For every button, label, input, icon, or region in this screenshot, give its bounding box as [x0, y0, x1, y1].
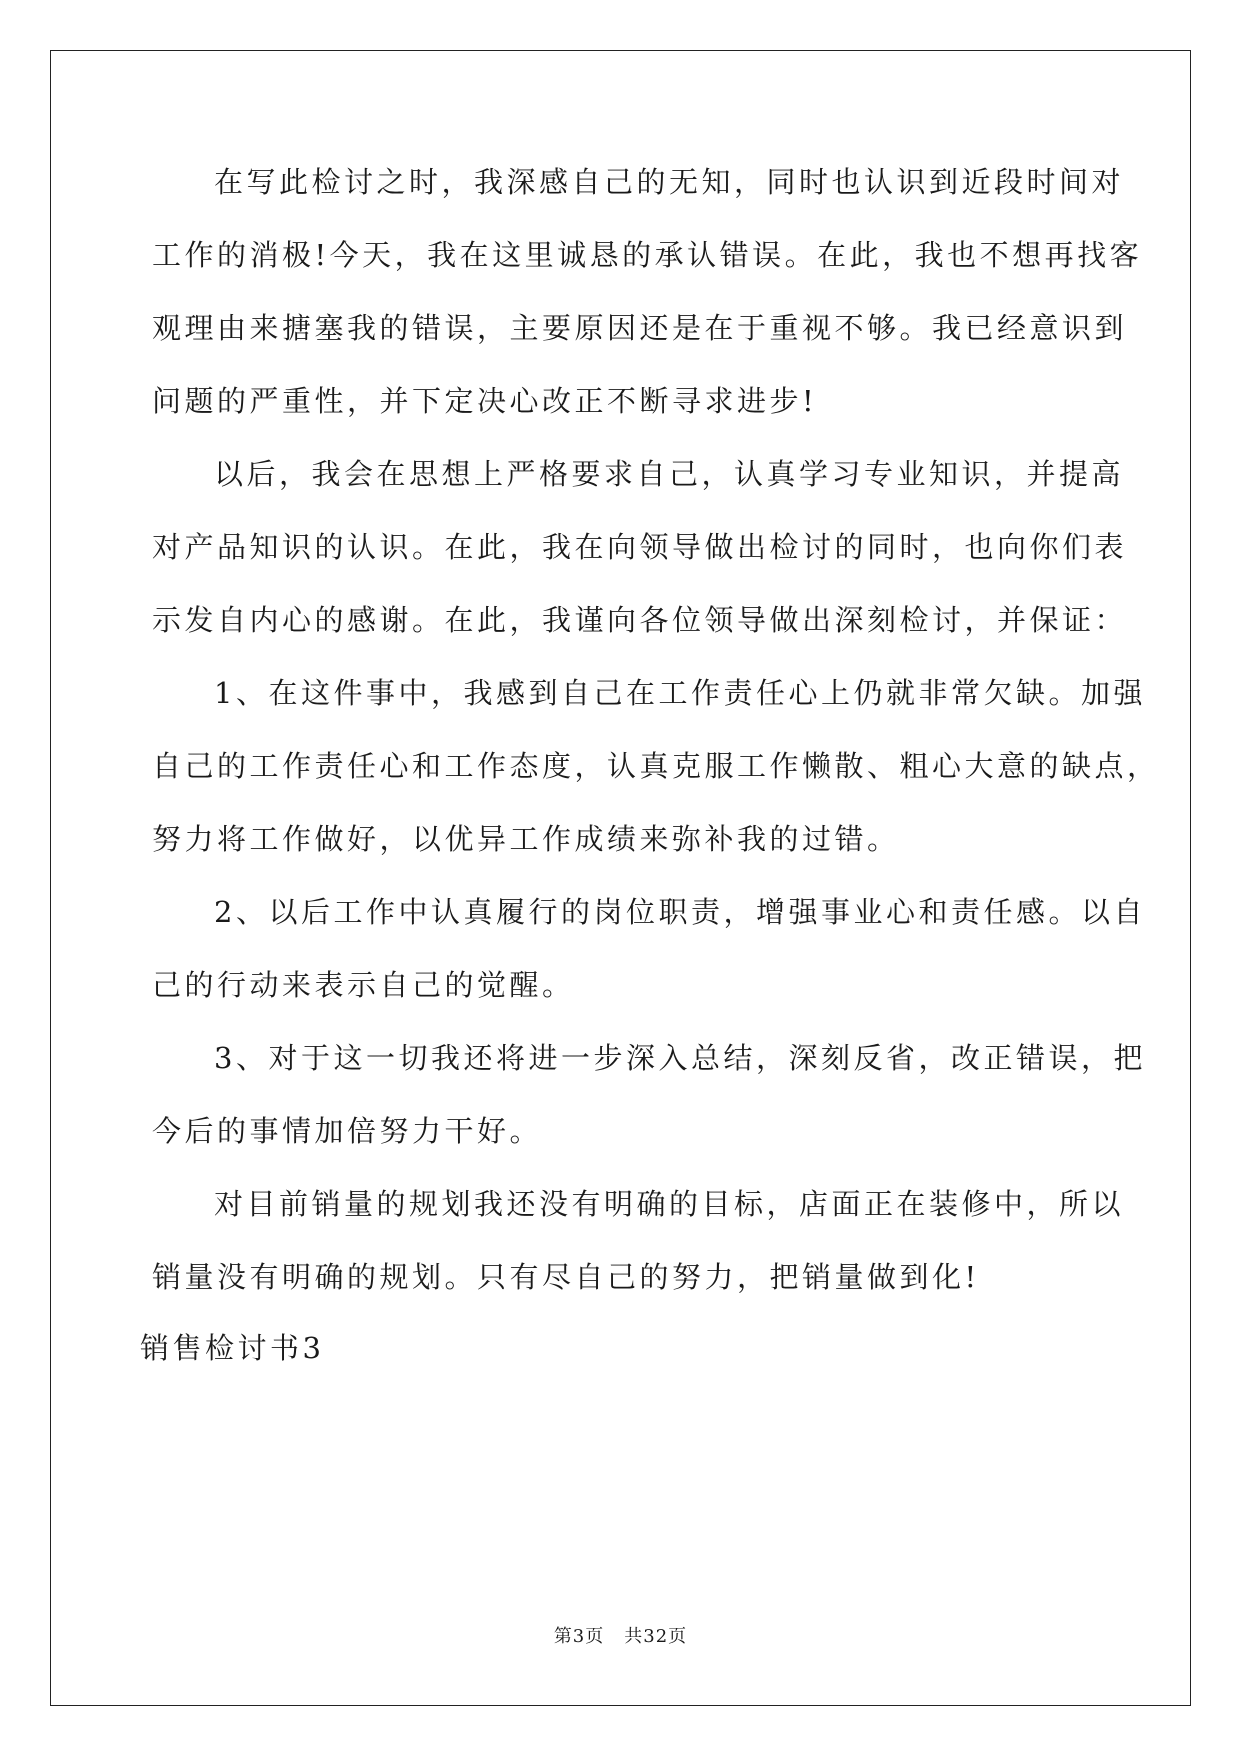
paragraph-3-line-3: 努力将工作做好，以优异工作成绩来弥补我的过错。	[152, 822, 900, 856]
paragraph-4-line-2: 己的行动来表示自己的觉醒。	[152, 968, 575, 1002]
paragraph-3-line-2: 自己的工作责任心和工作态度，认真克服工作懒散、粗心大意的缺点，	[152, 749, 1160, 783]
paragraph-1-line-2: 工作的消极!今天，我在这里诚恳的承认错误。在此，我也不想再找客	[152, 238, 1143, 272]
total-pages: 共32页	[624, 1626, 688, 1647]
paragraph-1-line-4: 问题的严重性，并下定决心改正不断寻求进步!	[152, 384, 818, 418]
paragraph-1-line-3: 观理由来搪塞我的错误，主要原因还是在于重视不够。我已经意识到	[152, 311, 1128, 345]
paragraph-3-line-1: 1、在这件事中，我感到自己在工作责任心上仍就非常欠缺。加强	[214, 676, 1146, 710]
paragraph-2-line-2: 对产品知识的认识。在此，我在向领导做出检讨的同时，也向你们表	[152, 530, 1128, 564]
paragraph-2-line-3: 示发自内心的感谢。在此，我谨向各位领导做出深刻检讨，并保证：	[152, 603, 1128, 637]
section-title: 销售检讨书3	[140, 1331, 325, 1365]
paragraph-4-line-1: 2、以后工作中认真履行的岗位职责，增强事业心和责任感。以自	[214, 895, 1146, 929]
paragraph-5-line-1: 3、对于这一切我还将进一步深入总结，深刻反省，改正错误，把	[214, 1041, 1146, 1075]
page-border	[50, 50, 1191, 1706]
paragraph-5-line-2: 今后的事情加倍努力干好。	[152, 1114, 543, 1148]
page-number: 第3页	[553, 1626, 605, 1647]
paragraph-6-line-2: 销量没有明确的规划。只有尽自己的努力，把销量做到化!	[152, 1260, 980, 1294]
paragraph-6-line-1: 对目前销量的规划我还没有明确的目标，店面正在装修中，所以	[214, 1187, 1125, 1221]
paragraph-1-line-1: 在写此检讨之时，我深感自己的无知，同时也认识到近段时间对	[214, 165, 1125, 199]
paragraph-2-line-1: 以后，我会在思想上严格要求自己，认真学习专业知识，并提高	[214, 457, 1125, 491]
page-footer	[0, 1626, 1241, 1648]
